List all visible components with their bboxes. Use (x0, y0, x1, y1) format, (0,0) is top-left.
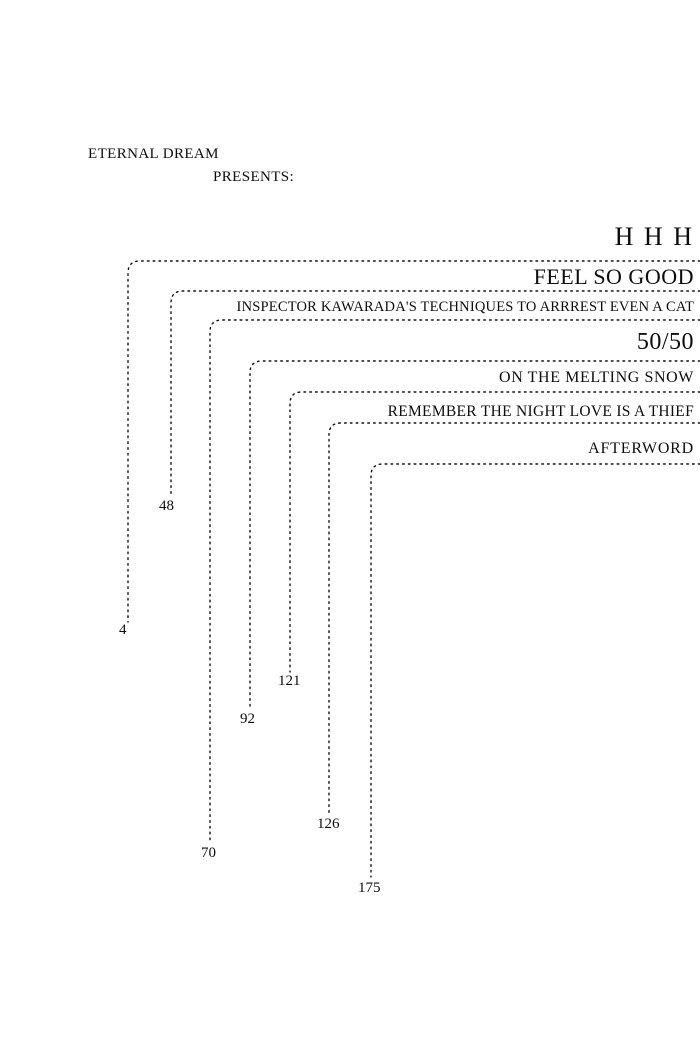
toc-entry-title-4[interactable]: 50/50 (636, 329, 694, 355)
toc-page-number-2[interactable]: 48 (159, 498, 174, 514)
toc-entry-title-3[interactable]: INSPECTOR KAWARADA'S TECHNIQUES TO ARRREST EVEN A CAT (236, 299, 694, 315)
toc-entry-title-2[interactable]: FEEL SO GOOD (533, 264, 694, 289)
leader-line-7 (371, 464, 700, 877)
toc-page-number-4[interactable]: 92 (240, 711, 255, 727)
toc-entry-title-7[interactable]: AFTERWORD (588, 440, 694, 457)
toc-entry-title-6[interactable]: REMEMBER THE NIGHT LOVE IS A THIEF (387, 403, 694, 420)
toc-page-number-7[interactable]: 175 (358, 880, 381, 896)
leader-line-5 (290, 392, 700, 672)
leader-line-3 (210, 320, 700, 843)
toc-page-number-5[interactable]: 121 (278, 673, 301, 689)
presents-label: PRESENTS: (213, 169, 295, 186)
toc-page-number-6[interactable]: 126 (317, 816, 340, 832)
leader-line-2 (171, 291, 700, 497)
toc-page-number-3[interactable]: 70 (201, 845, 216, 861)
publisher-name: ETERNAL DREAM (88, 146, 219, 162)
toc-entry-title-1[interactable]: H H H (614, 222, 694, 251)
leader-line-6 (329, 423, 700, 815)
toc-page-number-1[interactable]: 4 (119, 622, 127, 638)
toc-entry-title-5[interactable]: ON THE MELTING SNOW (499, 369, 694, 386)
